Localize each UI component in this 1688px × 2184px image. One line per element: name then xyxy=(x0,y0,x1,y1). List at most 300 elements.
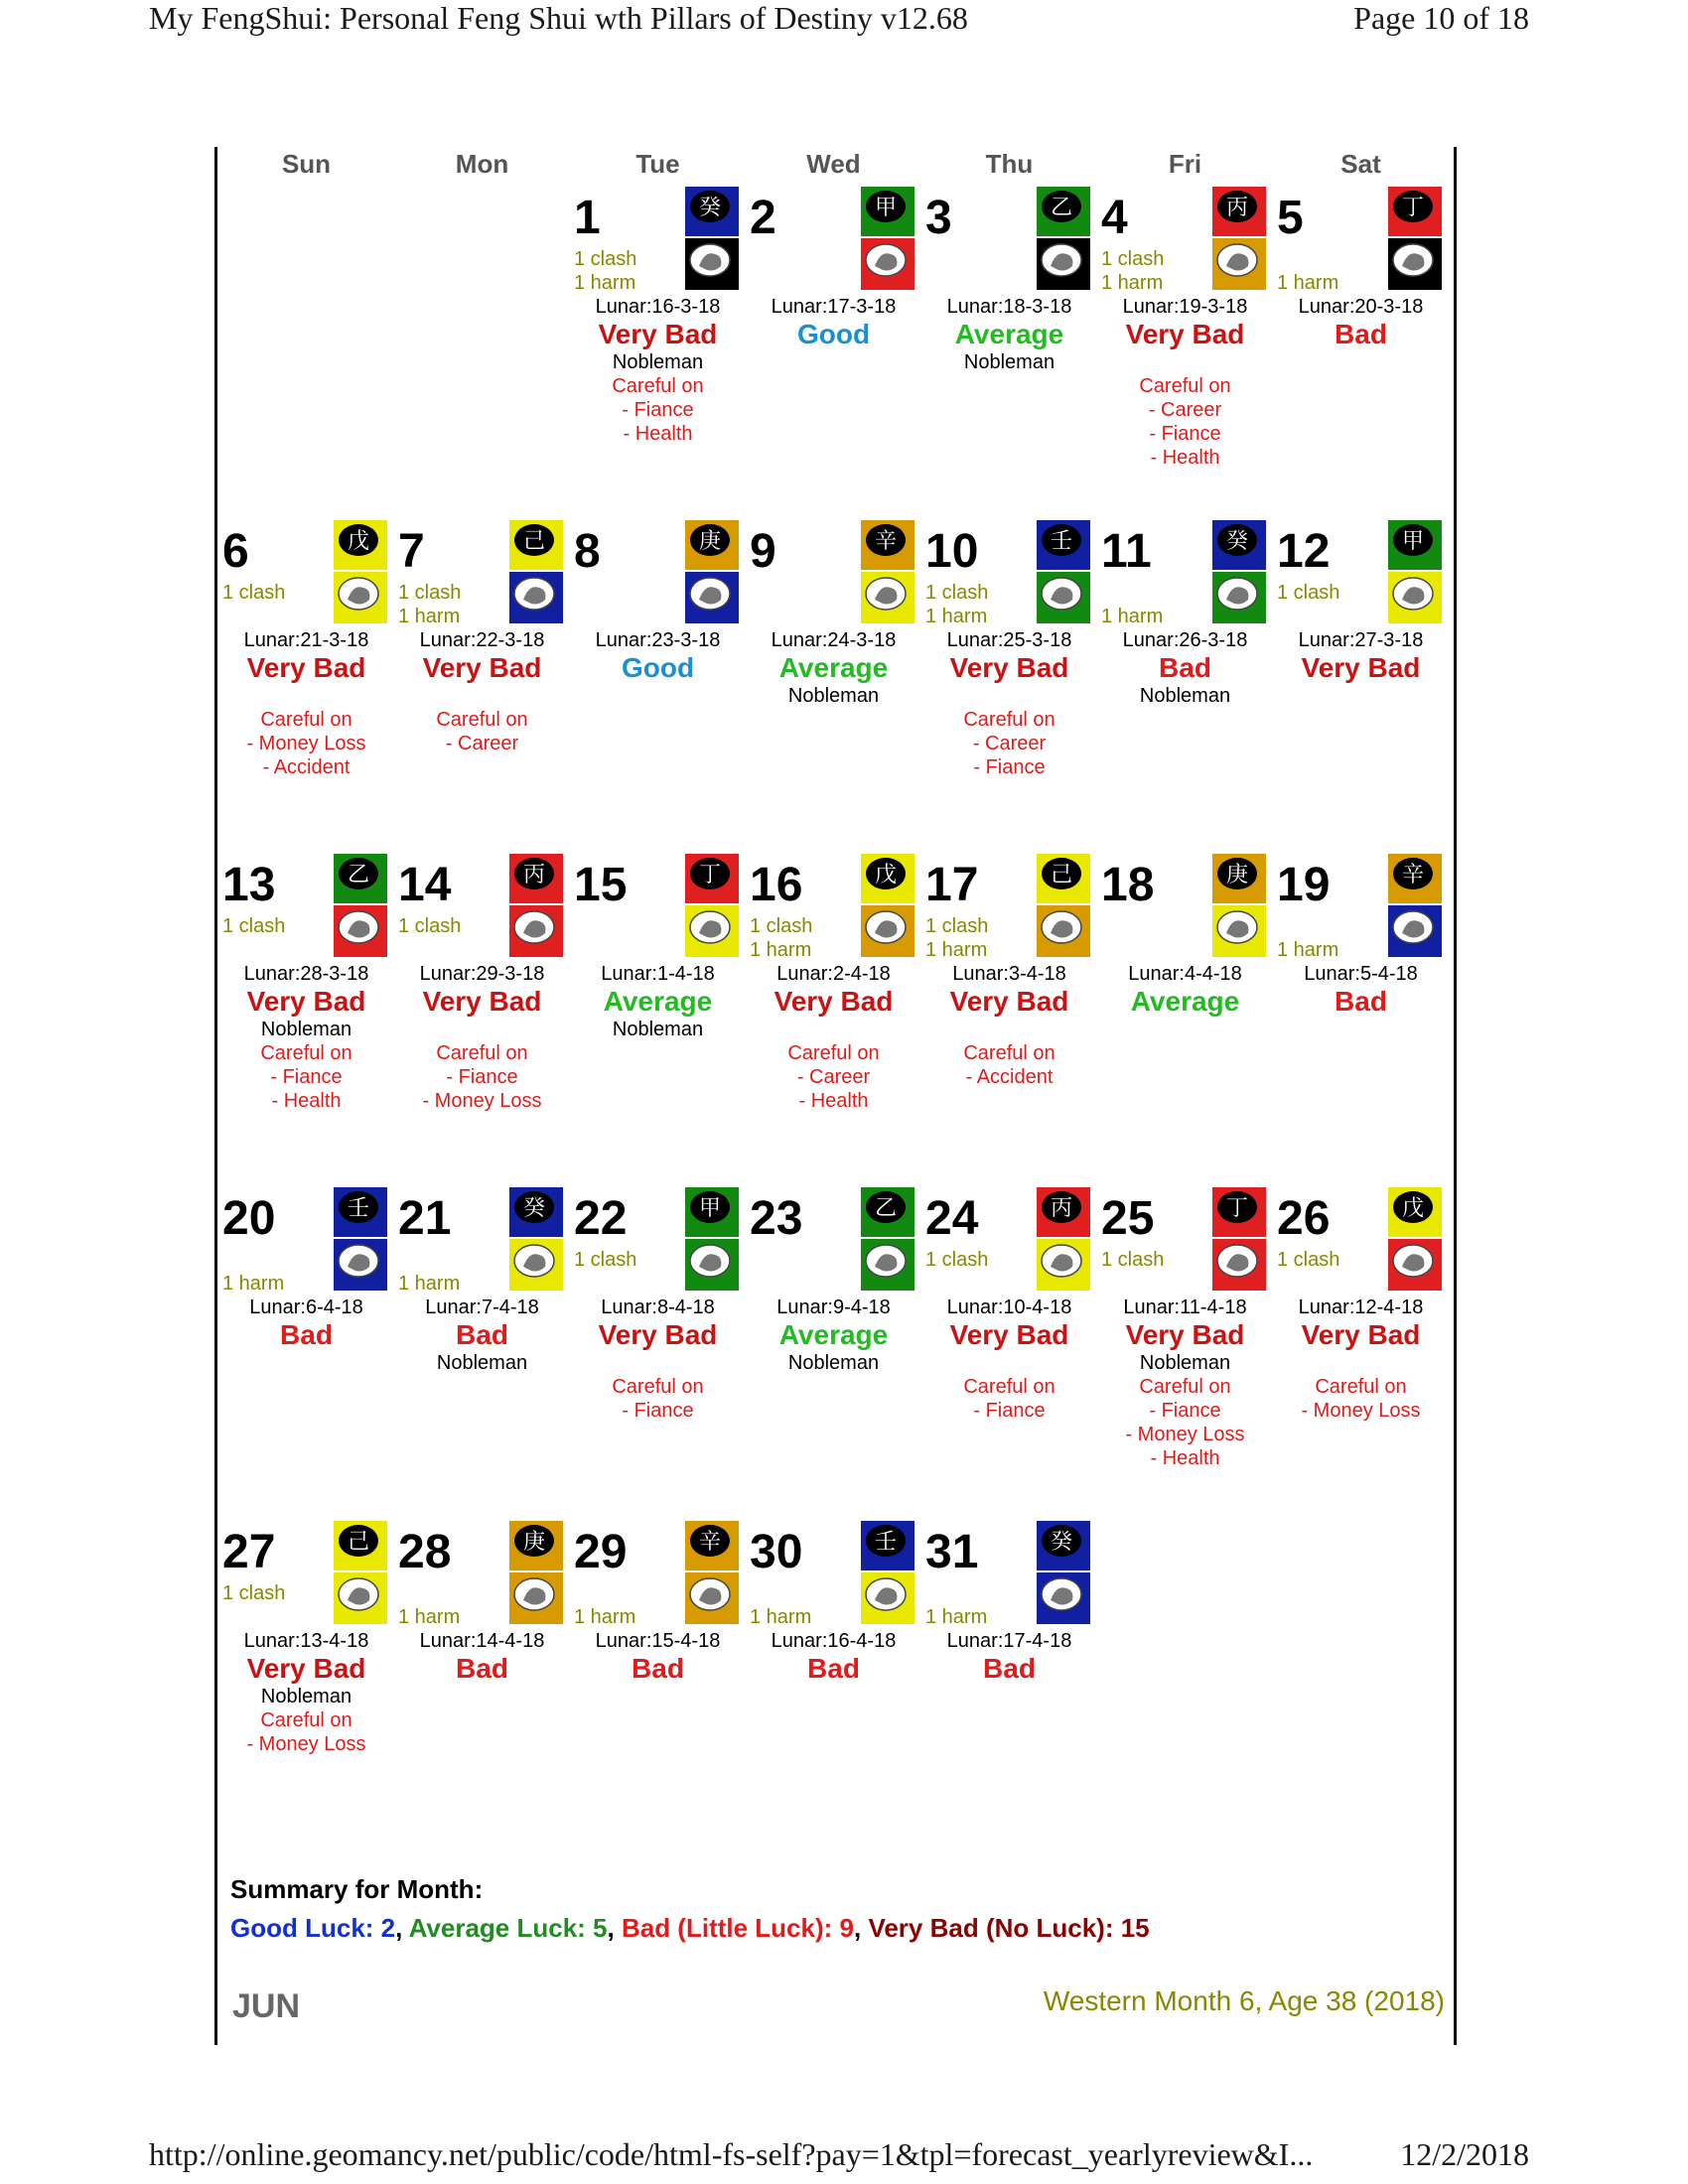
calendar-day-cell xyxy=(1097,520,1273,848)
calendar-day-cell xyxy=(1273,1187,1449,1515)
day-number: 5 xyxy=(1277,192,1304,244)
luck-rating: Bad xyxy=(1335,319,1387,349)
nobleman-note: Nobleman xyxy=(1139,685,1231,707)
harm-annotation: 1 harm xyxy=(1277,272,1339,294)
note-spacer xyxy=(394,684,570,708)
weekday-thu: Thu xyxy=(985,149,1034,179)
luck-rating: Very Bad xyxy=(949,652,1069,683)
pillar-badge-icon xyxy=(685,1521,739,1624)
summary-separator: , xyxy=(853,1913,869,1943)
stem-character: 癸 xyxy=(698,196,722,220)
day-number: 16 xyxy=(750,859,803,911)
careful-on-heading: Careful on xyxy=(787,1042,880,1064)
stem-character: 戊 xyxy=(1401,1196,1425,1221)
lunar-date: Lunar:17-4-18 xyxy=(946,1630,1072,1652)
careful-item: - Fiance xyxy=(1149,1400,1221,1422)
careful-item: - Fiance xyxy=(270,1066,343,1088)
summary-counts xyxy=(230,1913,1150,1944)
pillar-badge-icon xyxy=(685,520,739,623)
day-number: 1 xyxy=(574,192,601,244)
stem-character: 戊 xyxy=(347,529,370,554)
lunar-date: Lunar:2-4-18 xyxy=(776,963,891,985)
print-header-title: My FengShui: Personal Feng Shui wth Pillars of Destiny v12.68 xyxy=(149,0,968,36)
harm-annotation: 1 harm xyxy=(222,1273,285,1295)
nobleman-note: Nobleman xyxy=(612,351,704,373)
lunar-date: Lunar:13-4-18 xyxy=(243,1630,369,1652)
day-notes xyxy=(394,1018,570,1113)
luck-rating: Bad xyxy=(1335,986,1387,1017)
print-footer-url: http://online.geomancy.net/public/code/html-fs-self?pay=1&tpl=forecast_yearlyreview&I... xyxy=(149,2136,1314,2172)
stem-character: 丙 xyxy=(1050,1196,1073,1221)
harm-annotation: 1 harm xyxy=(925,606,988,627)
calendar-day-cell xyxy=(746,1187,921,1515)
lunar-date: Lunar:23-3-18 xyxy=(595,629,721,651)
day-notes xyxy=(921,1018,1097,1089)
lunar-date: Lunar:10-4-18 xyxy=(946,1297,1072,1318)
clash-annotation: 1 clash xyxy=(222,915,286,937)
clash-annotation: 1 clash xyxy=(398,915,462,937)
clash-annotation: 1 clash xyxy=(574,1249,637,1271)
luck-rating: Very Bad xyxy=(598,319,718,349)
day-number: 6 xyxy=(222,525,249,578)
pillar-badge-icon xyxy=(1037,1521,1090,1624)
lunar-date: Lunar:4-4-18 xyxy=(1128,963,1242,985)
pillar-badge-icon xyxy=(1388,187,1442,290)
day-notes xyxy=(1097,1351,1273,1470)
harm-annotation: 1 harm xyxy=(398,1273,461,1295)
luck-rating: Very Bad xyxy=(1301,652,1421,683)
note-spacer xyxy=(1097,350,1273,374)
pillar-badge-icon xyxy=(1388,854,1442,957)
stem-character: 辛 xyxy=(698,1530,722,1555)
day-number: 8 xyxy=(574,525,601,578)
weekday-wed: Wed xyxy=(806,149,861,179)
note-spacer xyxy=(921,1018,1097,1041)
stem-character: 庚 xyxy=(522,1530,546,1555)
note-spacer xyxy=(394,1018,570,1041)
calendar-day-cell xyxy=(570,187,746,514)
luck-rating: Bad xyxy=(632,1653,684,1684)
note-spacer xyxy=(218,684,394,708)
pillar-badge-icon xyxy=(1037,187,1090,290)
stem-character: 辛 xyxy=(1401,863,1425,887)
luck-rating: Very Bad xyxy=(949,986,1069,1017)
day-notes xyxy=(1097,684,1273,708)
day-number: 30 xyxy=(750,1526,803,1578)
summary-heading: Summary for Month: xyxy=(230,1874,484,1904)
day-number: 26 xyxy=(1277,1192,1331,1245)
pillar-badge-icon xyxy=(1037,520,1090,623)
lunar-date: Lunar:16-3-18 xyxy=(595,296,721,318)
careful-on-heading: Careful on xyxy=(963,1042,1055,1064)
nobleman-note: Nobleman xyxy=(260,1686,352,1707)
stem-character: 丙 xyxy=(522,863,546,887)
lunar-date: Lunar:5-4-18 xyxy=(1304,963,1418,985)
careful-on-heading: Careful on xyxy=(612,375,704,397)
calendar-day-cell xyxy=(394,520,570,848)
lunar-date: Lunar:27-3-18 xyxy=(1298,629,1424,651)
stem-character: 壬 xyxy=(874,1530,898,1555)
stem-character: 甲 xyxy=(1401,529,1425,554)
weekday-tue: Tue xyxy=(635,149,680,179)
day-number: 22 xyxy=(574,1192,628,1245)
calendar-day-cell xyxy=(394,854,570,1181)
careful-item: - Career xyxy=(1148,399,1222,421)
print-header-page-number: Page 10 of 18 xyxy=(1353,0,1529,36)
lunar-date: Lunar:14-4-18 xyxy=(419,1630,545,1652)
pillar-badge-icon xyxy=(685,854,739,957)
day-number: 21 xyxy=(398,1192,452,1245)
harm-annotation: 1 harm xyxy=(750,939,812,961)
lunar-date: Lunar:20-3-18 xyxy=(1298,296,1424,318)
luck-rating: Bad xyxy=(983,1653,1036,1684)
note-spacer xyxy=(570,1351,746,1375)
calendar-day-cell xyxy=(1273,520,1449,848)
calendar-day-cell xyxy=(921,1187,1097,1515)
pillar-badge-icon xyxy=(1388,1187,1442,1291)
stem-character: 癸 xyxy=(1050,1530,1073,1555)
luck-rating: Bad xyxy=(456,1653,508,1684)
luck-rating: Very Bad xyxy=(1301,1319,1421,1350)
lunar-date: Lunar:21-3-18 xyxy=(243,629,369,651)
careful-on-heading: Careful on xyxy=(436,1042,528,1064)
note-spacer xyxy=(1273,1351,1449,1375)
day-number: 17 xyxy=(925,859,979,911)
note-spacer xyxy=(921,1351,1097,1375)
stem-character: 己 xyxy=(522,529,546,554)
stem-character: 甲 xyxy=(698,1196,722,1221)
calendar-day-cell xyxy=(394,1521,570,1848)
lunar-date: Lunar:15-4-18 xyxy=(595,1630,721,1652)
luck-rating: Very Bad xyxy=(246,652,366,683)
calendar-day-cell xyxy=(921,187,1097,514)
careful-item: - Fiance xyxy=(622,1400,694,1422)
nobleman-note: Nobleman xyxy=(436,1352,528,1374)
calendar-day-cell xyxy=(218,520,394,848)
careful-item: - Health xyxy=(623,423,693,445)
clash-annotation: 1 clash xyxy=(1101,248,1165,270)
harm-annotation: 1 harm xyxy=(1101,272,1164,294)
harm-annotation: 1 harm xyxy=(1101,606,1164,627)
stem-character: 辛 xyxy=(874,529,898,554)
calendar-day-cell xyxy=(218,854,394,1181)
calendar-day-cell xyxy=(746,520,921,848)
clash-annotation: 1 clash xyxy=(222,582,286,604)
day-notes xyxy=(570,350,746,446)
day-number: 14 xyxy=(398,859,452,911)
careful-item: - Accident xyxy=(965,1066,1054,1088)
careful-on-heading: Careful on xyxy=(1139,1376,1231,1398)
careful-item: - Health xyxy=(1150,447,1220,469)
lunar-date: Lunar:12-4-18 xyxy=(1298,1297,1424,1318)
lunar-date: Lunar:6-4-18 xyxy=(249,1297,363,1318)
calendar-day-cell xyxy=(570,1521,746,1848)
calendar-day-cell xyxy=(921,1521,1097,1848)
luck-rating: Very Bad xyxy=(422,986,542,1017)
stem-character: 丁 xyxy=(1401,196,1425,220)
lunar-date: Lunar:17-3-18 xyxy=(771,296,897,318)
careful-on-heading: Careful on xyxy=(1315,1376,1407,1398)
summary-good-luck: Good Luck: 2 xyxy=(230,1913,396,1943)
luck-rating: Average xyxy=(603,986,713,1017)
pillar-badge-icon xyxy=(861,1521,914,1624)
careful-item: - Money Loss xyxy=(422,1090,542,1112)
calendar-day-cell xyxy=(218,1521,394,1848)
luck-rating: Very Bad xyxy=(422,652,542,683)
day-number: 13 xyxy=(222,859,276,911)
pillar-badge-icon xyxy=(861,854,914,957)
lunar-date: Lunar:28-3-18 xyxy=(243,963,369,985)
summary-separator: , xyxy=(395,1913,409,1943)
day-notes xyxy=(218,1685,394,1756)
pillar-badge-icon xyxy=(1212,187,1266,290)
pillar-badge-icon xyxy=(1388,520,1442,623)
pillar-badge-icon xyxy=(509,1187,563,1291)
month-description: Western Month 6, Age 38 (2018) xyxy=(1043,1985,1445,2016)
careful-item: - Health xyxy=(1150,1447,1220,1469)
nobleman-note: Nobleman xyxy=(963,351,1055,373)
pillar-badge-icon xyxy=(1212,854,1266,957)
careful-item: - Career xyxy=(445,733,519,754)
day-number: 19 xyxy=(1277,859,1331,911)
luck-rating: Very Bad xyxy=(1125,319,1245,349)
nobleman-note: Nobleman xyxy=(787,685,880,707)
careful-item: - Health xyxy=(271,1090,342,1112)
summary-separator: , xyxy=(607,1913,622,1943)
day-number: 11 xyxy=(1101,525,1152,578)
pillar-badge-icon xyxy=(509,854,563,957)
calendar-day-cell xyxy=(921,520,1097,848)
careful-item: - Money Loss xyxy=(246,1733,366,1755)
clash-annotation: 1 clash xyxy=(1101,1249,1165,1271)
stem-character: 癸 xyxy=(1225,529,1249,554)
day-number: 25 xyxy=(1101,1192,1155,1245)
careful-on-heading: Careful on xyxy=(1139,375,1231,397)
pillar-badge-icon xyxy=(685,1187,739,1291)
pillar-badge-icon xyxy=(1212,520,1266,623)
day-number: 10 xyxy=(925,525,979,578)
day-number: 27 xyxy=(222,1526,276,1578)
day-notes xyxy=(394,1351,570,1375)
stem-character: 丁 xyxy=(1225,1196,1249,1221)
nobleman-note: Nobleman xyxy=(260,1019,352,1040)
calendar-day-cell xyxy=(1273,187,1449,514)
luck-rating: Bad xyxy=(456,1319,508,1350)
stem-character: 丙 xyxy=(1225,196,1249,220)
day-notes xyxy=(921,1351,1097,1423)
luck-rating: Very Bad xyxy=(246,1653,366,1684)
luck-rating: Very Bad xyxy=(1125,1319,1245,1350)
day-number: 2 xyxy=(750,192,776,244)
calendar-day-cell xyxy=(570,520,746,848)
careful-on-heading: Careful on xyxy=(260,1709,352,1731)
pillar-badge-icon xyxy=(861,1187,914,1291)
harm-annotation: 1 harm xyxy=(574,272,636,294)
calendar-day-cell xyxy=(1273,854,1449,1181)
calendar-day-cell xyxy=(746,1521,921,1848)
careful-on-heading: Careful on xyxy=(260,709,352,731)
lunar-date: Lunar:26-3-18 xyxy=(1122,629,1248,651)
pillar-badge-icon xyxy=(334,1521,387,1624)
clash-annotation: 1 clash xyxy=(750,915,813,937)
day-number: 15 xyxy=(574,859,628,911)
month-summary xyxy=(230,1874,1150,1944)
pillar-badge-icon xyxy=(1037,1187,1090,1291)
calendar-day-cell xyxy=(570,1187,746,1515)
careful-on-heading: Careful on xyxy=(260,1042,352,1064)
day-number: 4 xyxy=(1101,192,1128,244)
careful-item: - Fiance xyxy=(1149,423,1221,445)
careful-item: - Accident xyxy=(262,756,351,778)
stem-character: 甲 xyxy=(874,196,898,220)
day-notes xyxy=(218,1018,394,1113)
luck-rating: Average xyxy=(778,1319,889,1350)
pillar-badge-icon xyxy=(861,187,914,290)
lunar-date: Lunar:8-4-18 xyxy=(601,1297,715,1318)
pillar-badge-icon xyxy=(1037,854,1090,957)
harm-annotation: 1 harm xyxy=(750,1606,812,1628)
careful-item: - Health xyxy=(798,1090,869,1112)
lunar-date: Lunar:24-3-18 xyxy=(771,629,897,651)
calendar-day-cell xyxy=(921,854,1097,1181)
luck-rating: Average xyxy=(778,652,889,683)
nobleman-note: Nobleman xyxy=(612,1019,704,1040)
harm-annotation: 1 harm xyxy=(925,1606,988,1628)
stem-character: 戊 xyxy=(874,863,898,887)
clash-annotation: 1 clash xyxy=(222,1582,286,1604)
pillar-badge-icon xyxy=(861,520,914,623)
day-notes xyxy=(1273,1351,1449,1423)
day-number: 20 xyxy=(222,1192,276,1245)
luck-rating: Very Bad xyxy=(774,986,894,1017)
day-notes xyxy=(570,1351,746,1423)
stem-character: 庚 xyxy=(1225,863,1249,887)
note-spacer xyxy=(746,1018,921,1041)
luck-rating: Average xyxy=(954,319,1064,349)
lunar-date: Lunar:19-3-18 xyxy=(1122,296,1248,318)
luck-rating: Good xyxy=(621,652,695,683)
lunar-date: Lunar:16-4-18 xyxy=(771,1630,897,1652)
day-number: 12 xyxy=(1277,525,1331,578)
harm-annotation: 1 harm xyxy=(398,606,461,627)
pillar-badge-icon xyxy=(1212,1187,1266,1291)
day-number: 7 xyxy=(398,525,425,578)
stem-character: 乙 xyxy=(874,1196,898,1221)
pillar-badge-icon xyxy=(334,1187,387,1291)
calendar-day-cell xyxy=(1097,187,1273,514)
day-notes xyxy=(746,684,921,708)
print-footer-date: 12/2/2018 xyxy=(1400,2136,1529,2172)
clash-annotation: 1 clash xyxy=(925,1249,989,1271)
stem-character: 丁 xyxy=(698,863,722,887)
careful-item: - Fiance xyxy=(446,1066,518,1088)
calendar-day-cell xyxy=(1097,854,1273,1181)
day-number: 18 xyxy=(1101,859,1155,911)
clash-annotation: 1 clash xyxy=(925,915,989,937)
pillar-badge-icon xyxy=(509,520,563,623)
careful-item: - Money Loss xyxy=(1125,1424,1245,1445)
clash-annotation: 1 clash xyxy=(1277,582,1340,604)
stem-character: 乙 xyxy=(347,863,370,887)
day-number: 23 xyxy=(750,1192,803,1245)
careful-item: - Career xyxy=(972,733,1047,754)
clash-annotation: 1 clash xyxy=(1277,1249,1340,1271)
day-notes xyxy=(746,1018,921,1113)
weekday-fri: Fri xyxy=(1168,149,1202,179)
pillar-badge-icon xyxy=(334,854,387,957)
stem-character: 乙 xyxy=(1050,196,1073,220)
summary-very-bad-luck: Very Bad (No Luck): 15 xyxy=(868,1913,1150,1943)
weekday-sun: Sun xyxy=(281,149,332,179)
calendar-day-cell xyxy=(1097,1187,1273,1515)
careful-item: - Fiance xyxy=(622,399,694,421)
careful-on-heading: Careful on xyxy=(963,1376,1055,1398)
day-number: 24 xyxy=(925,1192,979,1245)
day-notes xyxy=(218,684,394,779)
nobleman-note: Nobleman xyxy=(1139,1352,1231,1374)
careful-on-heading: Careful on xyxy=(612,1376,704,1398)
luck-rating: Very Bad xyxy=(949,1319,1069,1350)
luck-rating: Bad xyxy=(807,1653,860,1684)
calendar-day-cell xyxy=(218,1187,394,1515)
careful-item: - Money Loss xyxy=(246,733,366,754)
clash-annotation: 1 clash xyxy=(574,248,637,270)
lunar-date: Lunar:9-4-18 xyxy=(776,1297,891,1318)
lunar-date: Lunar:7-4-18 xyxy=(425,1297,539,1318)
lunar-date: Lunar:1-4-18 xyxy=(601,963,715,985)
careful-on-heading: Careful on xyxy=(963,709,1055,731)
stem-character: 己 xyxy=(1050,863,1073,887)
lunar-date: Lunar:18-3-18 xyxy=(946,296,1072,318)
day-number: 3 xyxy=(925,192,952,244)
harm-annotation: 1 harm xyxy=(925,939,988,961)
day-notes xyxy=(570,1018,746,1041)
day-notes xyxy=(746,1351,921,1375)
careful-item: - Fiance xyxy=(973,1400,1046,1422)
clash-annotation: 1 clash xyxy=(925,582,989,604)
stem-character: 庚 xyxy=(698,529,722,554)
lunar-date: Lunar:3-4-18 xyxy=(952,963,1066,985)
lunar-date: Lunar:22-3-18 xyxy=(419,629,545,651)
summary-bad-luck: Bad (Little Luck): 9 xyxy=(621,1913,854,1943)
careful-item: - Fiance xyxy=(973,756,1046,778)
careful-item: - Career xyxy=(796,1066,871,1088)
day-number: 31 xyxy=(925,1526,979,1578)
weekday-sat: Sat xyxy=(1340,149,1381,179)
luck-rating: Very Bad xyxy=(246,986,366,1017)
day-notes xyxy=(921,684,1097,779)
lunar-date: Lunar:29-3-18 xyxy=(419,963,545,985)
stem-character: 己 xyxy=(347,1530,370,1555)
calendar-day-cell xyxy=(394,1187,570,1515)
lunar-date: Lunar:11-4-18 xyxy=(1123,1297,1247,1318)
month-code: JUN xyxy=(232,1987,301,2025)
nobleman-note: Nobleman xyxy=(787,1352,880,1374)
note-spacer xyxy=(921,684,1097,708)
day-notes xyxy=(394,684,570,755)
day-number: 28 xyxy=(398,1526,452,1578)
stem-character: 癸 xyxy=(522,1196,546,1221)
harm-annotation: 1 harm xyxy=(574,1606,636,1628)
careful-item: - Money Loss xyxy=(1301,1400,1421,1422)
day-notes xyxy=(921,350,1097,374)
lunar-date: Lunar:25-3-18 xyxy=(946,629,1072,651)
careful-on-heading: Careful on xyxy=(436,709,528,731)
pillar-badge-icon xyxy=(334,520,387,623)
luck-rating: Average xyxy=(1130,986,1240,1017)
stem-character: 壬 xyxy=(347,1196,370,1221)
luck-rating: Bad xyxy=(280,1319,333,1350)
